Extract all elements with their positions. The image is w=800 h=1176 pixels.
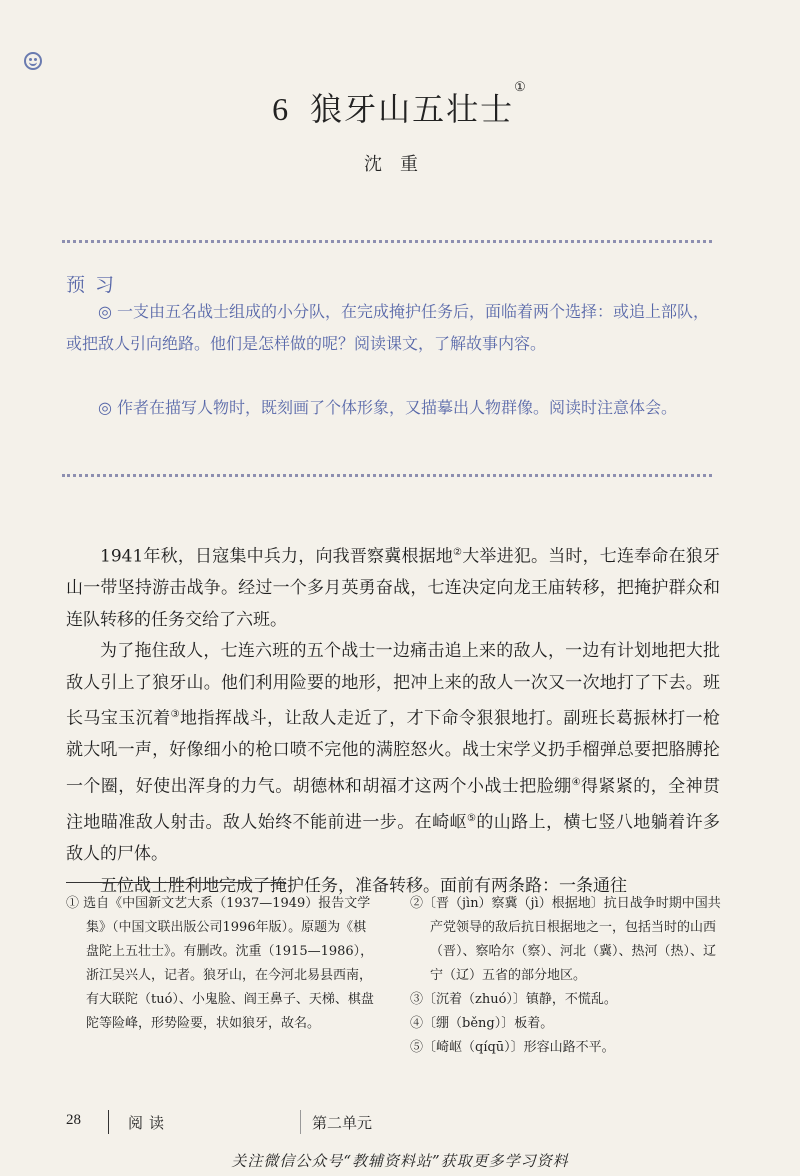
footnotes-right-column — [410, 892, 728, 1060]
article-body — [66, 537, 720, 902]
preview-item-2: ◎ 作者在描写人物时，既刻画了个体形象，又描摹出人物群像。阅读时注意体会。 — [98, 398, 678, 417]
watermark-text: 关注微信公众号“教辅资料站”获取更多学习资料 — [231, 1152, 569, 1170]
paragraph-3: 五位战士胜利地完成了掩护任务，准备转移。面前有两条路：一条通往 — [100, 875, 627, 896]
preview-heading: 预习 — [66, 274, 125, 296]
footer-section: 阅读 — [128, 1114, 171, 1132]
title-footnote-marker: ① — [514, 80, 528, 95]
paragraph-2-text-cont2: 得紧紧的，全神贯注地瞄准敌人射击。敌人始终不能前进一步。在崎岖 — [66, 776, 721, 833]
paragraph-1-text: 1941年秋，日寇集中兵力，向我晋察冀根据地 — [100, 546, 454, 567]
footnote-4: ④〔绷（běng）〕板着。 — [410, 1016, 554, 1031]
paragraph-1 — [66, 537, 720, 636]
paragraph-2-text: 为了拖住敌人，七连六班的五个战士一边痛击追上来的敌人，一边有计划地把大批敌人引上了狼牙山。他们利用险要的地形，把冲上来的敌人一次又一次地打了下去。班长马宝玉沉着 — [66, 641, 720, 729]
footnote-5: ⑤〔崎岖（qíqū）〕形容山路不平。 — [410, 1040, 615, 1055]
preview-item-1: ◎ 一支由五名战士组成的小分队，在完成掩护任务后，面临着两个选择：或追上部队，或把敌人引向绝路。他们是怎样做的呢？阅读课文，了解故事内容。 — [66, 302, 710, 353]
dotted-divider-top — [62, 240, 712, 243]
paragraph-1-text-cont: 大举进犯。当时，七连奉命在狼牙山一带坚持游击战争。经过一个多月英勇奋战，七连决定向龙王庙转移，把掩护群众和连队转移的任务交给了六班。 — [66, 546, 721, 630]
footnote-3: ③〔沉着（zhuó）〕镇静，不慌乱。 — [410, 992, 617, 1007]
author-name: 沈重 — [364, 154, 436, 175]
footnote-ref-4: ④ — [571, 776, 581, 788]
page-number: 28 — [66, 1112, 81, 1128]
paragraph-2-text-cont3: 的山路上，横七竖八地躺着许多敌人的尸体。 — [66, 812, 721, 865]
footnote-2: ②〔晋（jìn）察冀（jì）根据地〕抗日战争时期中国共产党领导的敌后抗日根据地之一，包括当时的山西（晋）、察哈尔（察）、河北（冀）、热河（热）、辽宁（辽）五省的部分地区。 — [410, 896, 721, 983]
footer-divider-2 — [300, 1110, 301, 1134]
footnotes-left-column — [66, 892, 378, 1036]
lesson-title-text: 狼牙山五壮士 — [310, 90, 515, 128]
smiley-icon — [24, 52, 42, 70]
paragraph-2 — [66, 636, 720, 870]
lesson-number: 6 — [272, 91, 291, 127]
footer-divider — [108, 1110, 109, 1134]
dotted-divider-bottom — [62, 474, 712, 477]
footer-unit: 第二单元 — [312, 1114, 373, 1132]
footnote-ref-3: ③ — [170, 709, 181, 721]
page-footer — [0, 1110, 800, 1140]
footnote-ref-2: ② — [453, 547, 463, 558]
footnote-rule — [66, 882, 286, 883]
paragraph-2-text-cont: 地指挥战斗，让敌人走近了，才下命令狠狠地打。副班长葛振林打一枪就大吼一声，好像细小的枪口喷不完他的满腔怒火。战士宋学义扔手榴弹总要把胳膊抡一个圈，好使出浑身的力气。胡德林和胡福才这两个小战士把脸绷 — [66, 708, 721, 797]
footnote-ref-5: ⑤ — [466, 812, 477, 824]
footnote-1: ① 选自《中国新文艺大系（1937—1949）报告文学集》（中国文联出版公司1996年版）。原题为《棋盘陀上五壮士》。有删改。沈重（1915—1986），浙江吴兴人，记者。狼牙山，在今河北易县西南，有大联陀（tuó）、小鬼脸、阎王鼻子、天梯、棋盘陀等险峰，形势险要，状如狼牙，故名。 — [66, 896, 374, 1031]
lesson-title — [0, 80, 800, 130]
